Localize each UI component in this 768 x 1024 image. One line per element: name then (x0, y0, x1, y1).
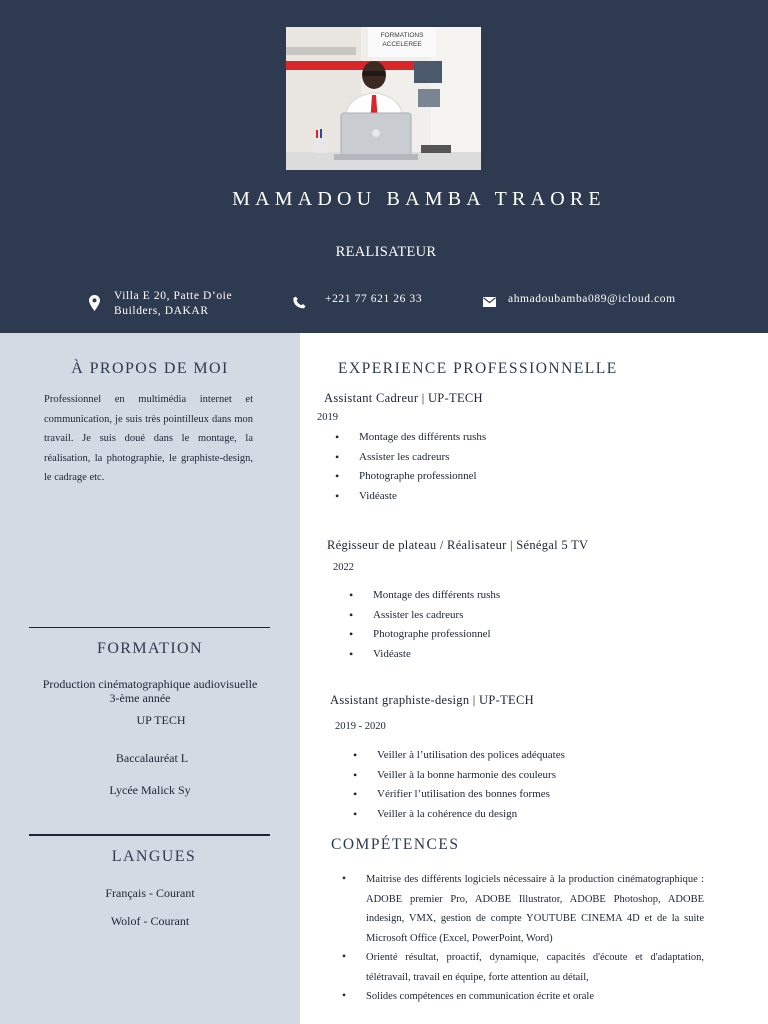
skill-item: • Orienté résultat, proactif, dynamique, capacités d'écoute et d'adaptation, télétravail, travail en équipe, forte attention au détail, (342, 948, 704, 987)
about-title: À PROPOS DE MOI (71, 360, 229, 377)
job-task-list (349, 588, 500, 666)
about-text: Professionnel en multimédia internet et communication, je suis très pointilleux dans mon travail. Je suis doué dans le montage, la réalisation, la photographie, le graphiste-design, le cadrage etc. (44, 394, 253, 484)
photo-banner-text-2: ACCELEREE (382, 41, 422, 48)
address-line-2: Builders, DAKAR (114, 305, 209, 317)
skills-list (342, 870, 704, 1007)
job-title: REALISATEUR (335, 244, 437, 260)
formation-school: UP TECH (136, 713, 186, 727)
header-banner (0, 0, 768, 333)
profile-photo-illustration (286, 27, 481, 170)
photo-banner-text-1: FORMATIONS (380, 32, 424, 39)
job-task: • Vérifier l’utilisation des bonnes formes (353, 787, 565, 807)
job-task: • Assister les cadreurs (335, 450, 486, 470)
skills-title: COMPÉTENCES (331, 836, 460, 853)
job-task: • Vidéaste (349, 647, 500, 667)
skill-item: • Solides compétences en communication écrite et orale (342, 987, 704, 1007)
job-date: 2019 - 2020 (335, 721, 386, 732)
job-date: 2019 (317, 412, 338, 423)
job-task: • Veiller à la bonne harmonie des couleurs (353, 768, 565, 788)
address-line-1: Villa E 20, Patte D’oie (114, 290, 233, 302)
job-task: • Assister les cadreurs (349, 608, 500, 628)
location-pin-icon (89, 295, 100, 311)
job-task: • Montage des différents rushs (335, 430, 486, 450)
formation-degree-line-1: Production cinématographique audiovisuelle (42, 677, 258, 691)
job-task: • Veiller à la cohérence du design (353, 807, 565, 827)
formation-title: FORMATION (97, 640, 203, 657)
skill-item: • Maitrise des différents logiciels nécessaire à la production cinématographique : ADOBE premier Pro, ADOBE Illustrator, ADOBE Photoshop, ADOBE indesign, VMX, gestion de compte YOUTUBE CINEMA 4D et de la suite Microsoft Office (Excel, PowerPoint, Word) (342, 870, 704, 948)
job-task: • Vidéaste (335, 489, 486, 509)
job-task-list (335, 430, 486, 508)
divider (29, 834, 270, 836)
job-heading: Assistant Cadreur | UP-TECH (324, 391, 483, 405)
job-task-list (353, 748, 565, 826)
divider (29, 627, 270, 628)
email-address: ahmadoubamba089@icloud.com (508, 293, 676, 305)
job-task: • Veiller à l’utilisation des polices adéquates (353, 748, 565, 768)
envelope-icon (483, 297, 496, 307)
language-item: Français - Courant (105, 886, 195, 900)
phone-number: +221 77 621 26 33 (325, 293, 423, 305)
job-heading: Assistant graphiste-design | UP-TECH (330, 693, 534, 707)
job-task: • Montage des différents rushs (349, 588, 500, 608)
formation-degree-line-2: 3-ème année (109, 691, 171, 705)
job-task: • Photographe professionnel (335, 469, 486, 489)
formation-lycee: Lycée Malick Sy (109, 783, 191, 797)
formation-bac: Baccalauréat L (115, 751, 189, 765)
phone-icon (293, 296, 306, 309)
job-date: 2022 (333, 562, 354, 573)
job-task: • Photographe professionnel (349, 627, 500, 647)
candidate-name: MAMADOU BAMBA TRAORE (232, 188, 606, 210)
experience-title: EXPERIENCE PROFESSIONNELLE (338, 360, 618, 377)
job-heading: Régisseur de plateau / Réalisateur | Sénégal 5 TV (327, 538, 589, 552)
profile-photo (286, 27, 481, 170)
langues-title: LANGUES (111, 848, 197, 865)
address (114, 289, 284, 319)
language-item: Wolof - Courant (110, 914, 190, 928)
